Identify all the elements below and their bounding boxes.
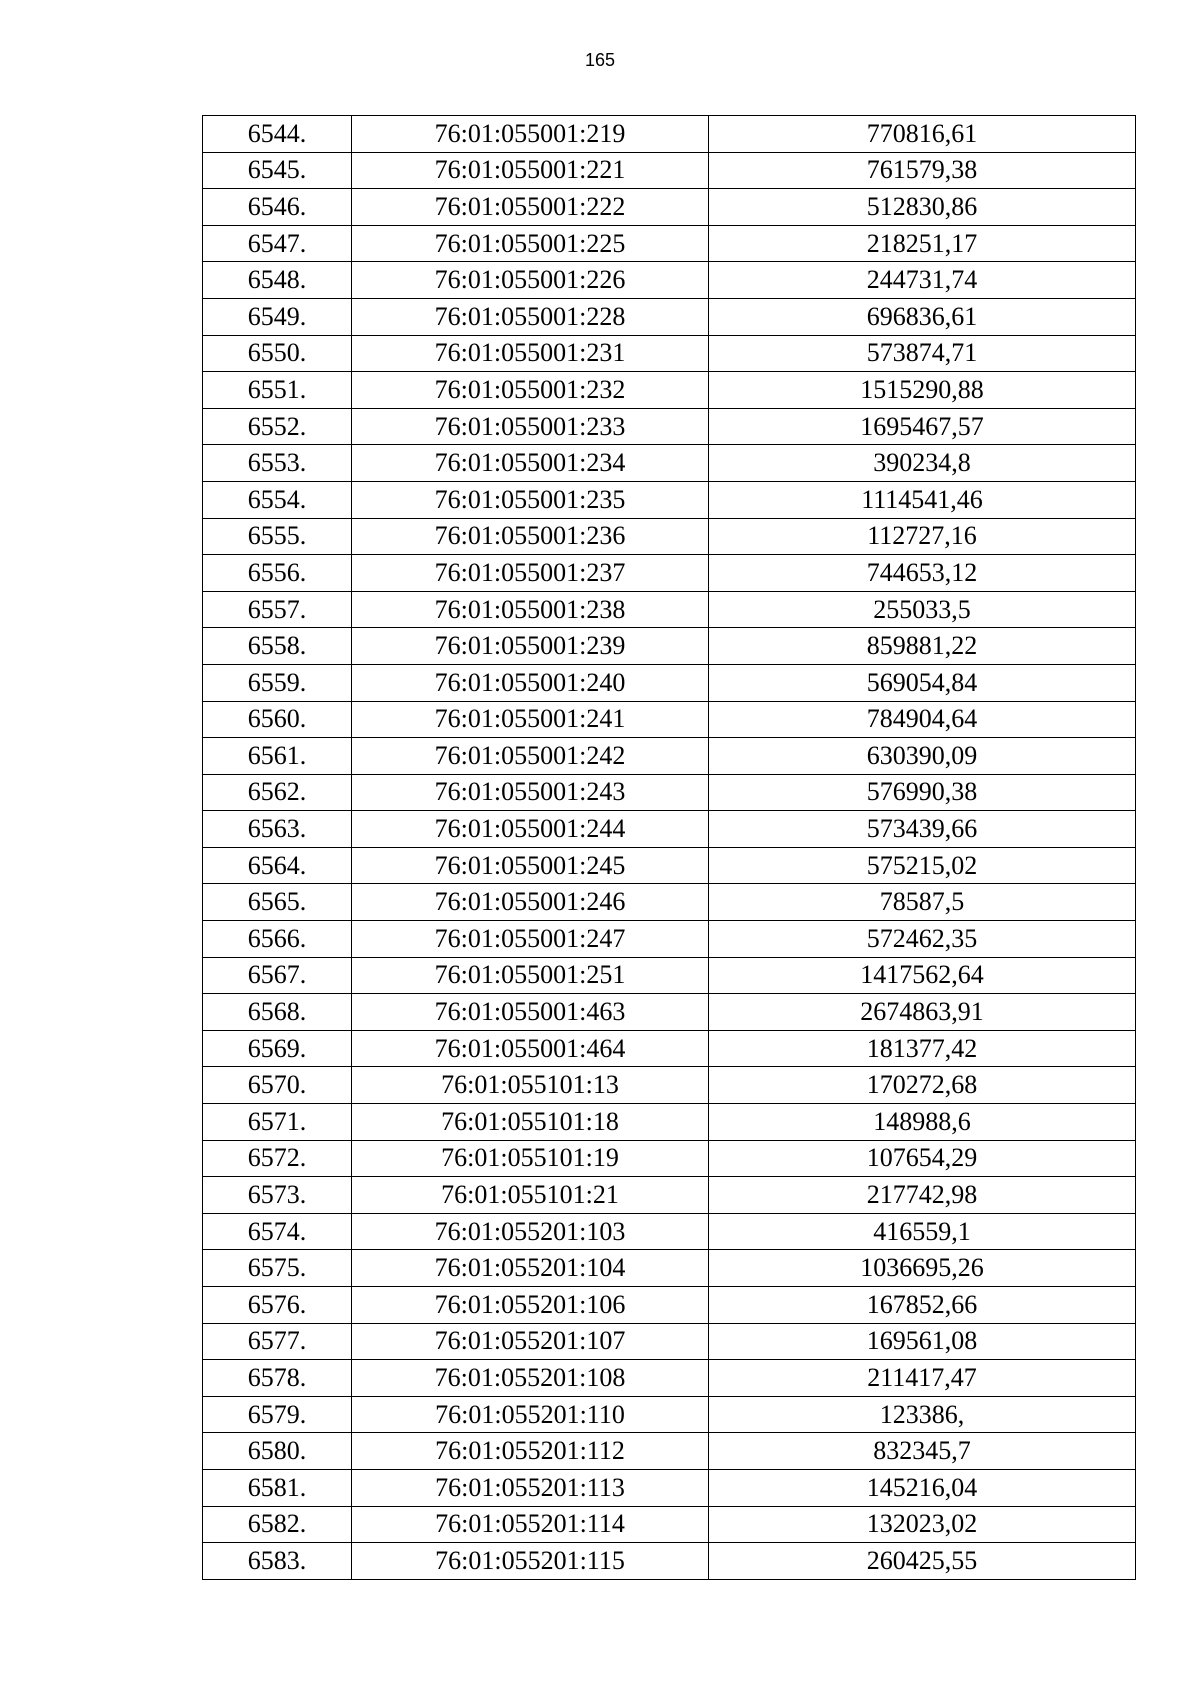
row-number-cell: 6570. [203, 1067, 352, 1104]
cadastral-value-cell: 761579,38 [709, 152, 1136, 189]
cadastral-value-cell: 211417,47 [709, 1360, 1136, 1397]
row-number-cell: 6551. [203, 372, 352, 409]
row-number-cell: 6555. [203, 518, 352, 555]
cadastral-number-cell: 76:01:055001:240 [352, 664, 709, 701]
cadastral-value-cell: 112727,16 [709, 518, 1136, 555]
table-row [203, 591, 1136, 628]
cadastral-number-cell: 76:01:055201:110 [352, 1396, 709, 1433]
cadastral-value-cell: 170272,68 [709, 1067, 1136, 1104]
row-number-cell: 6545. [203, 152, 352, 189]
table-row [203, 701, 1136, 738]
table-row [203, 1177, 1136, 1214]
table-row [203, 298, 1136, 335]
table-row [203, 225, 1136, 262]
cadastral-value-cell: 416559,1 [709, 1213, 1136, 1250]
table-row [203, 372, 1136, 409]
table-row [203, 152, 1136, 189]
row-number-cell: 6550. [203, 335, 352, 372]
table-row [203, 738, 1136, 775]
cadastral-number-cell: 76:01:055001:245 [352, 847, 709, 884]
cadastral-number-cell: 76:01:055101:21 [352, 1177, 709, 1214]
table-row [203, 1104, 1136, 1141]
cadastral-number-cell: 76:01:055001:243 [352, 774, 709, 811]
table-row [203, 1250, 1136, 1287]
table-row [203, 189, 1136, 226]
cadastral-number-cell: 76:01:055001:232 [352, 372, 709, 409]
table-row [203, 1030, 1136, 1067]
cadastral-value-cell: 218251,17 [709, 225, 1136, 262]
cadastral-value-cell: 573439,66 [709, 811, 1136, 848]
row-number-cell: 6567. [203, 957, 352, 994]
cadastral-value-cell: 832345,7 [709, 1433, 1136, 1470]
row-number-cell: 6583. [203, 1543, 352, 1580]
cadastral-number-cell: 76:01:055001:225 [352, 225, 709, 262]
row-number-cell: 6572. [203, 1140, 352, 1177]
row-number-cell: 6544. [203, 116, 352, 153]
table-row [203, 664, 1136, 701]
row-number-cell: 6556. [203, 555, 352, 592]
cadastral-value-table [202, 115, 1136, 1580]
table-row [203, 1396, 1136, 1433]
row-number-cell: 6548. [203, 262, 352, 299]
cadastral-value-cell: 512830,86 [709, 189, 1136, 226]
table-row [203, 628, 1136, 665]
row-number-cell: 6581. [203, 1469, 352, 1506]
row-number-cell: 6575. [203, 1250, 352, 1287]
row-number-cell: 6557. [203, 591, 352, 628]
cadastral-number-cell: 76:01:055201:114 [352, 1506, 709, 1543]
cadastral-number-cell: 76:01:055101:13 [352, 1067, 709, 1104]
cadastral-value-cell: 148988,6 [709, 1104, 1136, 1141]
table-row [203, 994, 1136, 1031]
cadastral-number-cell: 76:01:055201:115 [352, 1543, 709, 1580]
table-row [203, 445, 1136, 482]
row-number-cell: 6569. [203, 1030, 352, 1067]
cadastral-value-cell: 390234,8 [709, 445, 1136, 482]
cadastral-number-cell: 76:01:055001:463 [352, 994, 709, 1031]
cadastral-value-cell: 1695467,57 [709, 408, 1136, 445]
cadastral-value-cell: 78587,5 [709, 884, 1136, 921]
table-row [203, 555, 1136, 592]
cadastral-value-cell: 107654,29 [709, 1140, 1136, 1177]
table-row [203, 1287, 1136, 1324]
cadastral-number-cell: 76:01:055001:242 [352, 738, 709, 775]
table-row [203, 408, 1136, 445]
row-number-cell: 6562. [203, 774, 352, 811]
cadastral-value-cell: 569054,84 [709, 664, 1136, 701]
row-number-cell: 6582. [203, 1506, 352, 1543]
cadastral-value-cell: 1515290,88 [709, 372, 1136, 409]
table-row [203, 116, 1136, 153]
cadastral-value-cell: 255033,5 [709, 591, 1136, 628]
table-row [203, 774, 1136, 811]
cadastral-value-cell: 630390,09 [709, 738, 1136, 775]
cadastral-value-cell: 145216,04 [709, 1469, 1136, 1506]
row-number-cell: 6560. [203, 701, 352, 738]
cadastral-value-cell: 1036695,26 [709, 1250, 1136, 1287]
row-number-cell: 6547. [203, 225, 352, 262]
cadastral-number-cell: 76:01:055001:222 [352, 189, 709, 226]
row-number-cell: 6573. [203, 1177, 352, 1214]
row-number-cell: 6554. [203, 481, 352, 518]
table-row [203, 957, 1136, 994]
cadastral-value-cell: 770816,61 [709, 116, 1136, 153]
table-row [203, 1140, 1136, 1177]
cadastral-number-cell: 76:01:055001:239 [352, 628, 709, 665]
page-number: 165 [584, 50, 616, 70]
row-number-cell: 6577. [203, 1323, 352, 1360]
cadastral-value-cell: 575215,02 [709, 847, 1136, 884]
row-number-cell: 6546. [203, 189, 352, 226]
table-row [203, 262, 1136, 299]
cadastral-number-cell: 76:01:055201:108 [352, 1360, 709, 1397]
cadastral-value-cell: 696836,61 [709, 298, 1136, 335]
row-number-cell: 6565. [203, 884, 352, 921]
cadastral-value-cell: 573874,71 [709, 335, 1136, 372]
cadastral-number-cell: 76:01:055001:241 [352, 701, 709, 738]
table-row [203, 1213, 1136, 1250]
cadastral-number-cell: 76:01:055001:235 [352, 481, 709, 518]
table-row [203, 481, 1136, 518]
cadastral-number-cell: 76:01:055001:244 [352, 811, 709, 848]
cadastral-number-cell: 76:01:055201:104 [352, 1250, 709, 1287]
cadastral-value-cell: 859881,22 [709, 628, 1136, 665]
cadastral-number-cell: 76:01:055001:231 [352, 335, 709, 372]
table-row [203, 847, 1136, 884]
row-number-cell: 6558. [203, 628, 352, 665]
row-number-cell: 6553. [203, 445, 352, 482]
cadastral-number-cell: 76:01:055001:246 [352, 884, 709, 921]
row-number-cell: 6561. [203, 738, 352, 775]
row-number-cell: 6571. [203, 1104, 352, 1141]
cadastral-number-cell: 76:01:055201:107 [352, 1323, 709, 1360]
cadastral-value-cell: 217742,98 [709, 1177, 1136, 1214]
row-number-cell: 6574. [203, 1213, 352, 1250]
cadastral-value-cell: 784904,64 [709, 701, 1136, 738]
cadastral-number-cell: 76:01:055001:221 [352, 152, 709, 189]
table-row [203, 1433, 1136, 1470]
row-number-cell: 6549. [203, 298, 352, 335]
cadastral-number-cell: 76:01:055201:103 [352, 1213, 709, 1250]
table-row [203, 884, 1136, 921]
cadastral-value-cell: 572462,35 [709, 921, 1136, 958]
cadastral-number-cell: 76:01:055001:236 [352, 518, 709, 555]
cadastral-number-cell: 76:01:055001:251 [352, 957, 709, 994]
row-number-cell: 6578. [203, 1360, 352, 1397]
table-row [203, 518, 1136, 555]
table-row [203, 335, 1136, 372]
cadastral-value-cell: 1417562,64 [709, 957, 1136, 994]
row-number-cell: 6566. [203, 921, 352, 958]
cadastral-value-cell: 123386, [709, 1396, 1136, 1433]
cadastral-number-cell: 76:01:055001:234 [352, 445, 709, 482]
cadastral-value-cell: 167852,66 [709, 1287, 1136, 1324]
table-row [203, 921, 1136, 958]
table-row [203, 1543, 1136, 1580]
table-body [203, 116, 1136, 1580]
table-row [203, 1323, 1136, 1360]
table-row [203, 1360, 1136, 1397]
cadastral-number-cell: 76:01:055201:106 [352, 1287, 709, 1324]
row-number-cell: 6564. [203, 847, 352, 884]
cadastral-value-cell: 1114541,46 [709, 481, 1136, 518]
table-row [203, 1067, 1136, 1104]
cadastral-number-cell: 76:01:055201:112 [352, 1433, 709, 1470]
cadastral-value-cell: 744653,12 [709, 555, 1136, 592]
cadastral-number-cell: 76:01:055001:464 [352, 1030, 709, 1067]
table-row [203, 1506, 1136, 1543]
row-number-cell: 6559. [203, 664, 352, 701]
cadastral-value-cell: 576990,38 [709, 774, 1136, 811]
table-row [203, 811, 1136, 848]
cadastral-value-cell: 132023,02 [709, 1506, 1136, 1543]
cadastral-number-cell: 76:01:055101:19 [352, 1140, 709, 1177]
table-row [203, 1469, 1136, 1506]
row-number-cell: 6580. [203, 1433, 352, 1470]
cadastral-value-cell: 260425,55 [709, 1543, 1136, 1580]
cadastral-number-cell: 76:01:055001:238 [352, 591, 709, 628]
cadastral-number-cell: 76:01:055001:226 [352, 262, 709, 299]
cadastral-value-cell: 169561,08 [709, 1323, 1136, 1360]
row-number-cell: 6563. [203, 811, 352, 848]
cadastral-number-cell: 76:01:055101:18 [352, 1104, 709, 1141]
row-number-cell: 6576. [203, 1287, 352, 1324]
cadastral-number-cell: 76:01:055201:113 [352, 1469, 709, 1506]
cadastral-number-cell: 76:01:055001:219 [352, 116, 709, 153]
cadastral-number-cell: 76:01:055001:228 [352, 298, 709, 335]
cadastral-value-cell: 2674863,91 [709, 994, 1136, 1031]
cadastral-value-cell: 181377,42 [709, 1030, 1136, 1067]
cadastral-number-cell: 76:01:055001:237 [352, 555, 709, 592]
row-number-cell: 6568. [203, 994, 352, 1031]
cadastral-number-cell: 76:01:055001:233 [352, 408, 709, 445]
row-number-cell: 6579. [203, 1396, 352, 1433]
row-number-cell: 6552. [203, 408, 352, 445]
cadastral-number-cell: 76:01:055001:247 [352, 921, 709, 958]
cadastral-value-cell: 244731,74 [709, 262, 1136, 299]
